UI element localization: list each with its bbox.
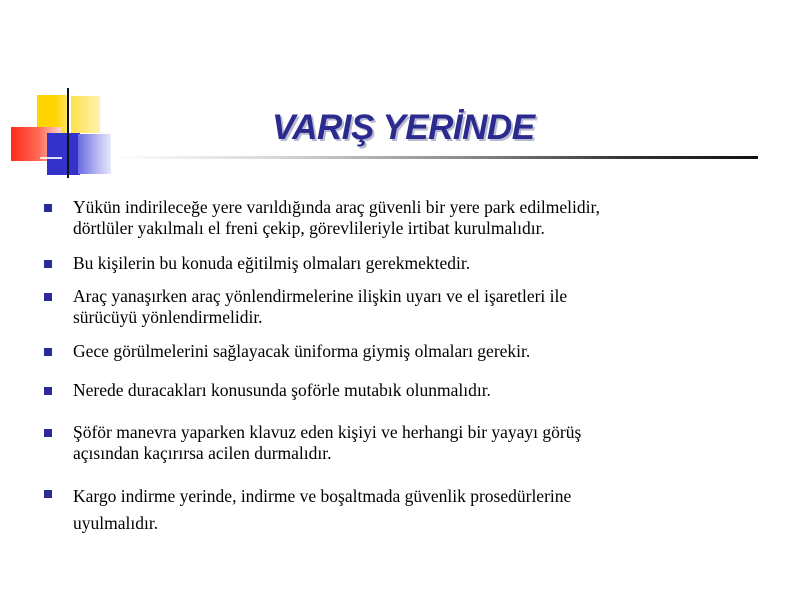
bullet-line: açısından kaçırırsa acilen durmalıdır. <box>73 443 332 463</box>
deco-vertical-line <box>67 88 69 178</box>
bullet-line: dörtlüler yakılmalı el freni çekip, görevlileriyle irtibat kurulmalıdır. <box>73 218 545 238</box>
bullet-line: Nerede duracakları konusunda şoförle mutabık olunmalıdır. <box>73 380 491 400</box>
bullet-line: Şöför manevra yaparken klavuz eden kişiyi ve herhangi bir yayayı görüş <box>73 422 582 442</box>
bullet-line: Gece görülmelerini sağlayacak üniforma giymiş olmaları gerekir. <box>73 341 531 361</box>
slide-title: VARIŞ YERİNDE <box>272 108 535 147</box>
bullet-text <box>73 253 763 274</box>
bullet-marker-icon <box>44 429 52 437</box>
bullet-line: Araç yanaşırken araç yönlendirmelerine ilişkin uyarı ve el işaretleri ile <box>73 286 568 306</box>
title-underline <box>112 156 758 159</box>
deco-blue-square <box>47 133 80 175</box>
bullet-marker-icon <box>44 490 52 498</box>
bullet-text <box>73 341 763 362</box>
decorative-logo-blocks <box>0 0 130 190</box>
bullet-text <box>73 380 763 401</box>
bullet-text <box>73 197 763 239</box>
bullet-marker-icon <box>44 293 52 301</box>
bullet-line: Bu kişilerin bu konuda eğitilmiş olmaları gerekmektedir. <box>73 253 471 273</box>
bullet-marker-icon <box>44 387 52 395</box>
deco-blue-square <box>78 134 111 174</box>
bullet-marker-icon <box>44 260 52 268</box>
bullet-line: sürücüyü yönlendirmelidir. <box>73 307 263 327</box>
bullet-line: Yükün indirileceğe yere varıldığında araç güvenli bir yere park edilmelidir, <box>73 197 601 217</box>
deco-yellow-square <box>71 96 100 133</box>
bullet-text <box>73 483 763 537</box>
bullet-text <box>73 422 763 464</box>
bullet-line: Kargo indirme yerinde, indirme ve boşaltmada güvenlik prosedürlerine <box>73 486 572 506</box>
bullet-marker-icon <box>44 348 52 356</box>
bullet-line: uyulmalıdır. <box>73 513 159 533</box>
bullet-marker-icon <box>44 204 52 212</box>
deco-line <box>40 157 62 159</box>
bullet-text <box>73 286 763 328</box>
